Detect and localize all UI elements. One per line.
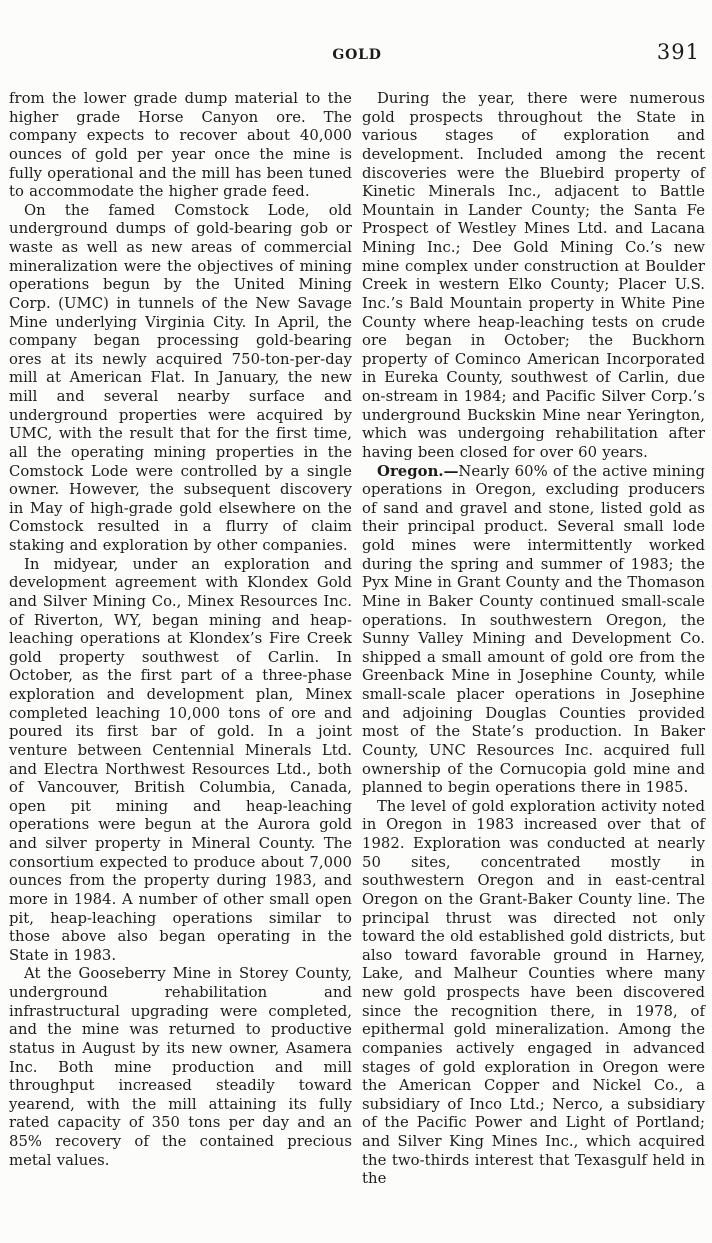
paragraph-oregon [362,463,705,798]
paragraph-comstock-lode: On the famed Comstock Lode, old underground dumps of gold-bearing gob or waste as well as new areas of commercial mineralization were the objectives of mining operations begun by the United Mining Corp. (UMC) in tunnels of the New Savage Mine underlying Virginia City. In April, the company began processing gold-bearing ores at its newly acquired 750-ton-per-day mill at American Flat. In January, the new mill and several nearby surface and underground properties were acquired by UMC, with the result that for the first time, all the operating mining properties in the Comstock Lode were controlled by a single owner. However, the subsequent discovery in May of high-grade gold elsewhere on the Comstock resulted in a flurry of claim staking and exploration by other companies. [9,201,352,554]
left-column [9,90,352,1189]
paragraph-gooseberry-mine: At the Gooseberry Mine in Storey County, underground rehabilitation and infrastructural upgrading were completed, and the mine was returned to productive status in August by its new owner, Asamera Inc. Both mine production and mill throughput increased steadily toward yearend, with the mill attaining its fully rated capacity of 350 tons per day and an 85% recovery of the contained precious metal values. [9,965,352,1169]
page-number: 391 [656,40,700,64]
oregon-paragraph-text: Nearly 60% of the active mining operations in Oregon, excluding producers of sand and gravel and stone, listed gold as their principal product. Several small lode gold mines were intermittently worked during the spring and summer of 1983; the Pyx Mine in Grant County and the Thomason Mine in Baker County continued small-scale operations. In southwestern Oregon, the Sunny Valley Mining and Development Co. shipped a small amount of gold ore from the Greenback Mine in Josephine County, while small-scale placer operations in Josephine and adjoining Douglas Counties provided most of the State’s production. In Baker County, UNC Resources Inc. acquired full ownership of the Cornucopia gold mine and planned to begin operations there in 1985. [362,462,705,797]
paragraph-oregon-exploration: The level of gold exploration activity noted in Oregon in 1983 increased over that of 1982. Exploration was conducted at nearly 50 sites, concentrated mostly in southwestern Oregon and in east-central Oregon on the Grant-Baker County line. The principal thrust was directed not only toward the old established gold districts, but also toward favorable ground in Harney, Lake, and Malheur Counties where many new gold prospects have been discovered since the recognition there, in 1978, of epithermal gold mineralization. Among the companies actively engaged in advanced stages of gold exploration in Oregon were the American Copper and Nickel Co., a subsidiary of Inco Ltd.; Nerco, a subsidiary of the Pacific Power and Light of Portland; and Silver King Mines Inc., which acquired the two-thirds interest that Texasgulf held in the [362,797,705,1188]
two-column-text-block [0,64,712,1189]
paragraph-continuation: from the lower grade dump material to the higher grade Horse Canyon ore. The company expects to recover about 40,000 ounces of gold per year once the mine is fully operational and the mill has been tuned to accommodate the higher grade feed. [9,90,352,201]
paragraph-gold-prospects: During the year, there were numerous gold prospects throughout the State in various stages of exploration and development. Included among the recent discoveries were the Bluebird property of Kinetic Minerals Inc., adjacent to Battle Mountain in Lander County; the Santa Fe Prospect of Westley Mines Ltd. and Lacana Mining Inc.; Dee Gold Mining Co.’s new mine complex under construction at Boulder Creek in western Elko County; Placer U.S. Inc.’s Bald Mountain property in White Pine County where heap-leaching tests on crude ore began in October; the Buckhorn property of Cominco American Incorporated in Eureka County, southwest of Carlin, due on-stream in 1984; and Pacific Silver Corp.’s underground Buckskin Mine near Yerington, which was undergoing rehabilitation after having been closed for over 60 years. [362,90,705,461]
page-header [0,0,712,64]
running-head-title: GOLD [332,47,382,63]
right-column [362,90,705,1189]
paragraph-klondex-minex: In midyear, under an exploration and development agreement with Klondex Gold and Silver Mining Co., Minex Resources Inc. of Riverton, WY, began mining and heap-leaching operations at Klondex’s Fire Creek gold property southwest of Carlin. In October, as the first part of a three-phase exploration and development plan, Minex completed leaching 10,000 tons of ore and poured its first bar of gold. In a joint venture between Centennial Minerals Ltd. and Electra Northwest Resources Ltd., both of Vancouver, British Columbia, Canada, open pit mining and heap-leaching operations were begun at the Aurora gold and silver property in Mineral County. The consortium expected to produce about 7,000 ounces from the property during 1983, and more in 1984. A number of other small open pit, heap-leaching operations similar to those above also began operating in the State in 1983. [9,555,352,964]
oregon-bold-lead: Oregon.— [377,462,459,480]
